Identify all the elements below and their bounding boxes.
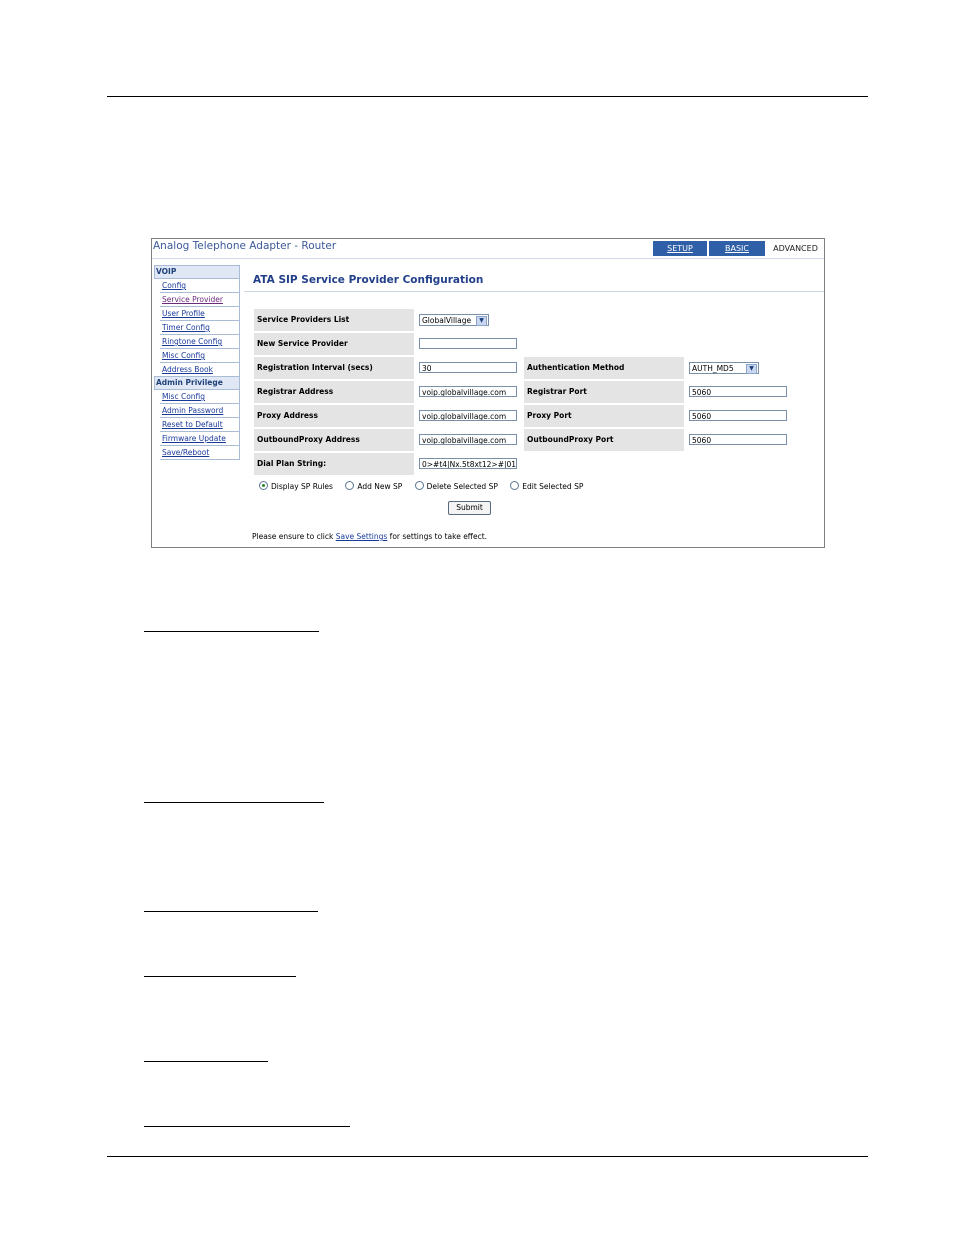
- sp-action-radios: [259, 481, 593, 491]
- outbound-proxy-port-input[interactable]: 5060: [689, 434, 787, 445]
- sidebar-item-admin-password[interactable]: Admin Password: [160, 403, 240, 418]
- footer-rule: [107, 1156, 868, 1157]
- service-providers-list-cell: [416, 309, 520, 331]
- sidebar: [154, 266, 240, 460]
- sidebar-item-user-profile[interactable]: User Profile: [160, 306, 240, 321]
- app-title: Analog Telephone Adapter - Router: [153, 240, 337, 252]
- outbound-proxy-address-label: OutboundProxy Address: [254, 429, 414, 451]
- radio-icon: [345, 481, 354, 490]
- sidebar-item-misc-config[interactable]: Misc Config: [160, 348, 240, 363]
- note-prefix: Please ensure to click: [252, 532, 336, 541]
- proxy-port-cell: [686, 405, 796, 427]
- radio-edit-selected-sp-label: Edit Selected SP: [522, 482, 584, 491]
- radio-display-sp-rules-label: Display SP Rules: [271, 482, 333, 491]
- outbound-proxy-port-cell: [686, 429, 796, 451]
- outbound-proxy-port-label: OutboundProxy Port: [524, 429, 684, 451]
- registrar-address-label: Registrar Address: [254, 381, 414, 403]
- page-title: ATA SIP Service Provider Configuration: [253, 274, 484, 286]
- registrar-port-cell: [686, 381, 796, 403]
- top-tabs: [653, 241, 824, 256]
- sidebar-section-admin: Admin Privilege: [154, 376, 240, 390]
- registration-interval-label: Registration Interval (secs): [254, 357, 414, 379]
- sidebar-item-timer-config[interactable]: Timer Config: [160, 320, 240, 335]
- new-service-provider-input[interactable]: [419, 338, 517, 349]
- sidebar-item-admin-misc-config[interactable]: Misc Config: [160, 389, 240, 404]
- dial-plan-input[interactable]: 0>#t4|Nx.5t8xt12>#|01: [419, 458, 517, 469]
- registrar-address-input[interactable]: voip.globalvillage.com: [419, 386, 517, 397]
- ata-config-screenshot: [151, 238, 825, 548]
- authentication-method-value: AUTH_MD5: [692, 364, 734, 373]
- registration-interval-cell: [416, 357, 520, 379]
- proxy-address-input[interactable]: voip.globalvillage.com: [419, 410, 517, 421]
- radio-selected-icon: [259, 481, 268, 490]
- new-service-provider-cell: [416, 333, 520, 355]
- chevron-down-icon: ▼: [746, 364, 757, 374]
- title-divider: [244, 291, 824, 292]
- radio-edit-selected-sp[interactable]: [510, 481, 583, 491]
- tab-advanced[interactable]: ADVANCED: [767, 241, 824, 256]
- radio-display-sp-rules[interactable]: [259, 481, 333, 491]
- registrar-port-label: Registrar Port: [524, 381, 684, 403]
- chevron-down-icon: ▼: [476, 316, 487, 326]
- radio-icon: [510, 481, 519, 490]
- submit-button[interactable]: Submit: [448, 501, 491, 515]
- outbound-proxy-address-input[interactable]: voip.globalvillage.com: [419, 434, 517, 445]
- radio-add-new-sp-label: Add New SP: [357, 482, 403, 491]
- authentication-method-cell: [686, 357, 796, 379]
- radio-delete-selected-sp-label: Delete Selected SP: [426, 482, 498, 491]
- proxy-port-input[interactable]: 5060: [689, 410, 787, 421]
- proxy-port-label: Proxy Port: [524, 405, 684, 427]
- outbound-proxy-address-cell: [416, 429, 520, 451]
- underline-1: [144, 631, 319, 632]
- underline-6: [144, 1126, 350, 1127]
- dial-plan-label: Dial Plan String:: [254, 453, 414, 475]
- sidebar-item-ringtone-config[interactable]: Ringtone Config: [160, 334, 240, 349]
- registrar-port-input[interactable]: 5060: [689, 386, 787, 397]
- authentication-method-select[interactable]: [689, 362, 759, 374]
- underline-2: [144, 802, 324, 803]
- sidebar-item-reset-default[interactable]: Reset to Default: [160, 417, 240, 432]
- radio-icon: [415, 481, 424, 490]
- header-divider: [152, 258, 824, 259]
- sidebar-section-voip: VOIP: [154, 265, 240, 279]
- authentication-method-label: Authentication Method: [524, 357, 684, 379]
- radio-delete-selected-sp[interactable]: [415, 481, 498, 491]
- new-service-provider-label: New Service Provider: [254, 333, 414, 355]
- registration-interval-input[interactable]: 30: [419, 362, 517, 373]
- dial-plan-cell: [416, 453, 520, 475]
- tab-basic[interactable]: BASIC: [709, 241, 765, 256]
- proxy-address-label: Proxy Address: [254, 405, 414, 427]
- app-header: [152, 239, 824, 259]
- underline-5: [144, 1061, 268, 1062]
- save-settings-link[interactable]: Save Settings: [335, 532, 388, 541]
- proxy-address-cell: [416, 405, 520, 427]
- service-providers-list-label: Service Providers List: [254, 309, 414, 331]
- underline-3: [144, 911, 318, 912]
- sidebar-item-address-book[interactable]: Address Book: [160, 362, 240, 377]
- service-providers-select[interactable]: [419, 314, 489, 326]
- sidebar-item-service-provider[interactable]: Service Provider: [160, 292, 240, 307]
- sidebar-item-config[interactable]: Config: [160, 278, 240, 293]
- tab-setup[interactable]: SETUP: [653, 241, 707, 256]
- header-rule: [107, 96, 868, 97]
- registrar-address-cell: [416, 381, 520, 403]
- note-suffix: for settings to take effect.: [387, 532, 488, 541]
- radio-add-new-sp[interactable]: [345, 481, 402, 491]
- save-settings-note: [252, 532, 487, 541]
- sidebar-item-save-reboot[interactable]: Save/Reboot: [160, 445, 240, 460]
- sidebar-item-firmware-update[interactable]: Firmware Update: [160, 431, 240, 446]
- underline-4: [144, 976, 296, 977]
- service-providers-select-value: GlobalVillage: [422, 316, 472, 325]
